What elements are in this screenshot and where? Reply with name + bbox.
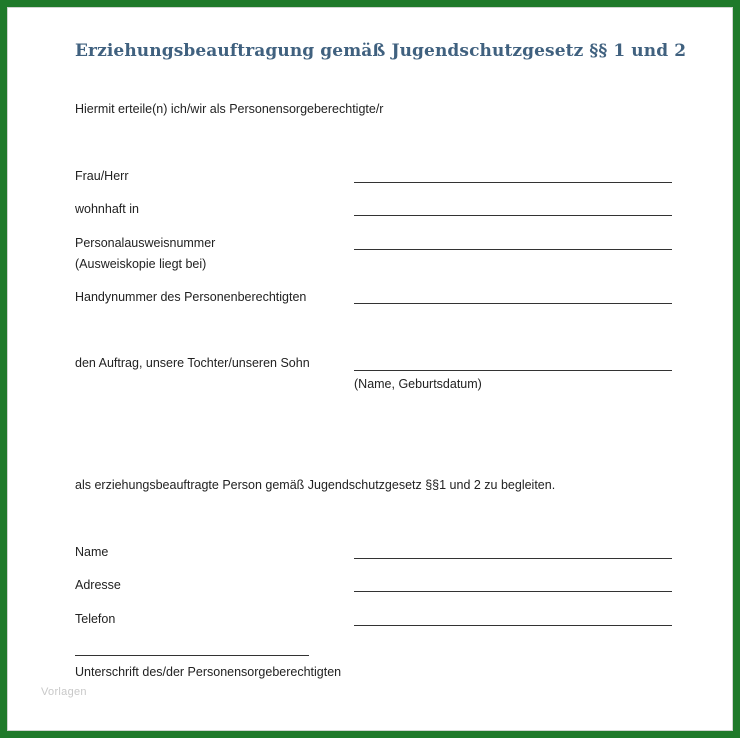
watermark-text: Vorlagen <box>41 686 87 698</box>
label-wohnhaft: wohnhaft in <box>75 202 139 216</box>
label-adresse: Adresse <box>75 578 121 592</box>
label-frau-herr: Frau/Herr <box>75 169 129 183</box>
label-telefon: Telefon <box>75 612 116 626</box>
document-title: Erziehungsbeauftragung gemäß Jugendschutzgesetz §§ 1 und 2 <box>75 41 687 61</box>
hint-name-geburtsdatum: (Name, Geburtsdatum) <box>354 377 482 391</box>
statement-text: als erziehungsbeauftragte Person gemäß Jugendschutzgesetz §§1 und 2 zu begleiten. <box>75 478 556 492</box>
input-line-frau-herr[interactable] <box>354 182 672 183</box>
form-page <box>7 7 733 731</box>
input-line-personalausweisnummer[interactable] <box>354 249 672 250</box>
intro-text: Hiermit erteile(n) ich/wir als Personensorgeberechtigte/r <box>75 102 384 116</box>
signature-line[interactable] <box>75 655 309 656</box>
input-line-handynummer[interactable] <box>354 303 672 304</box>
signature-label: Unterschrift des/der Personensorgeberechtigten <box>75 665 342 679</box>
label-personalausweisnummer: Personalausweisnummer <box>75 236 216 250</box>
input-line-adresse[interactable] <box>354 591 672 592</box>
label-name: Name <box>75 545 109 559</box>
label-auftrag-kind: den Auftrag, unsere Tochter/unseren Sohn <box>75 356 310 370</box>
input-line-name[interactable] <box>354 558 672 559</box>
input-line-telefon[interactable] <box>354 625 672 626</box>
sublabel-ausweiskopie: (Ausweiskopie liegt bei) <box>75 257 207 271</box>
input-line-wohnhaft[interactable] <box>354 215 672 216</box>
label-handynummer: Handynummer des Personenberechtigten <box>75 290 307 304</box>
input-line-kind[interactable] <box>354 370 672 371</box>
